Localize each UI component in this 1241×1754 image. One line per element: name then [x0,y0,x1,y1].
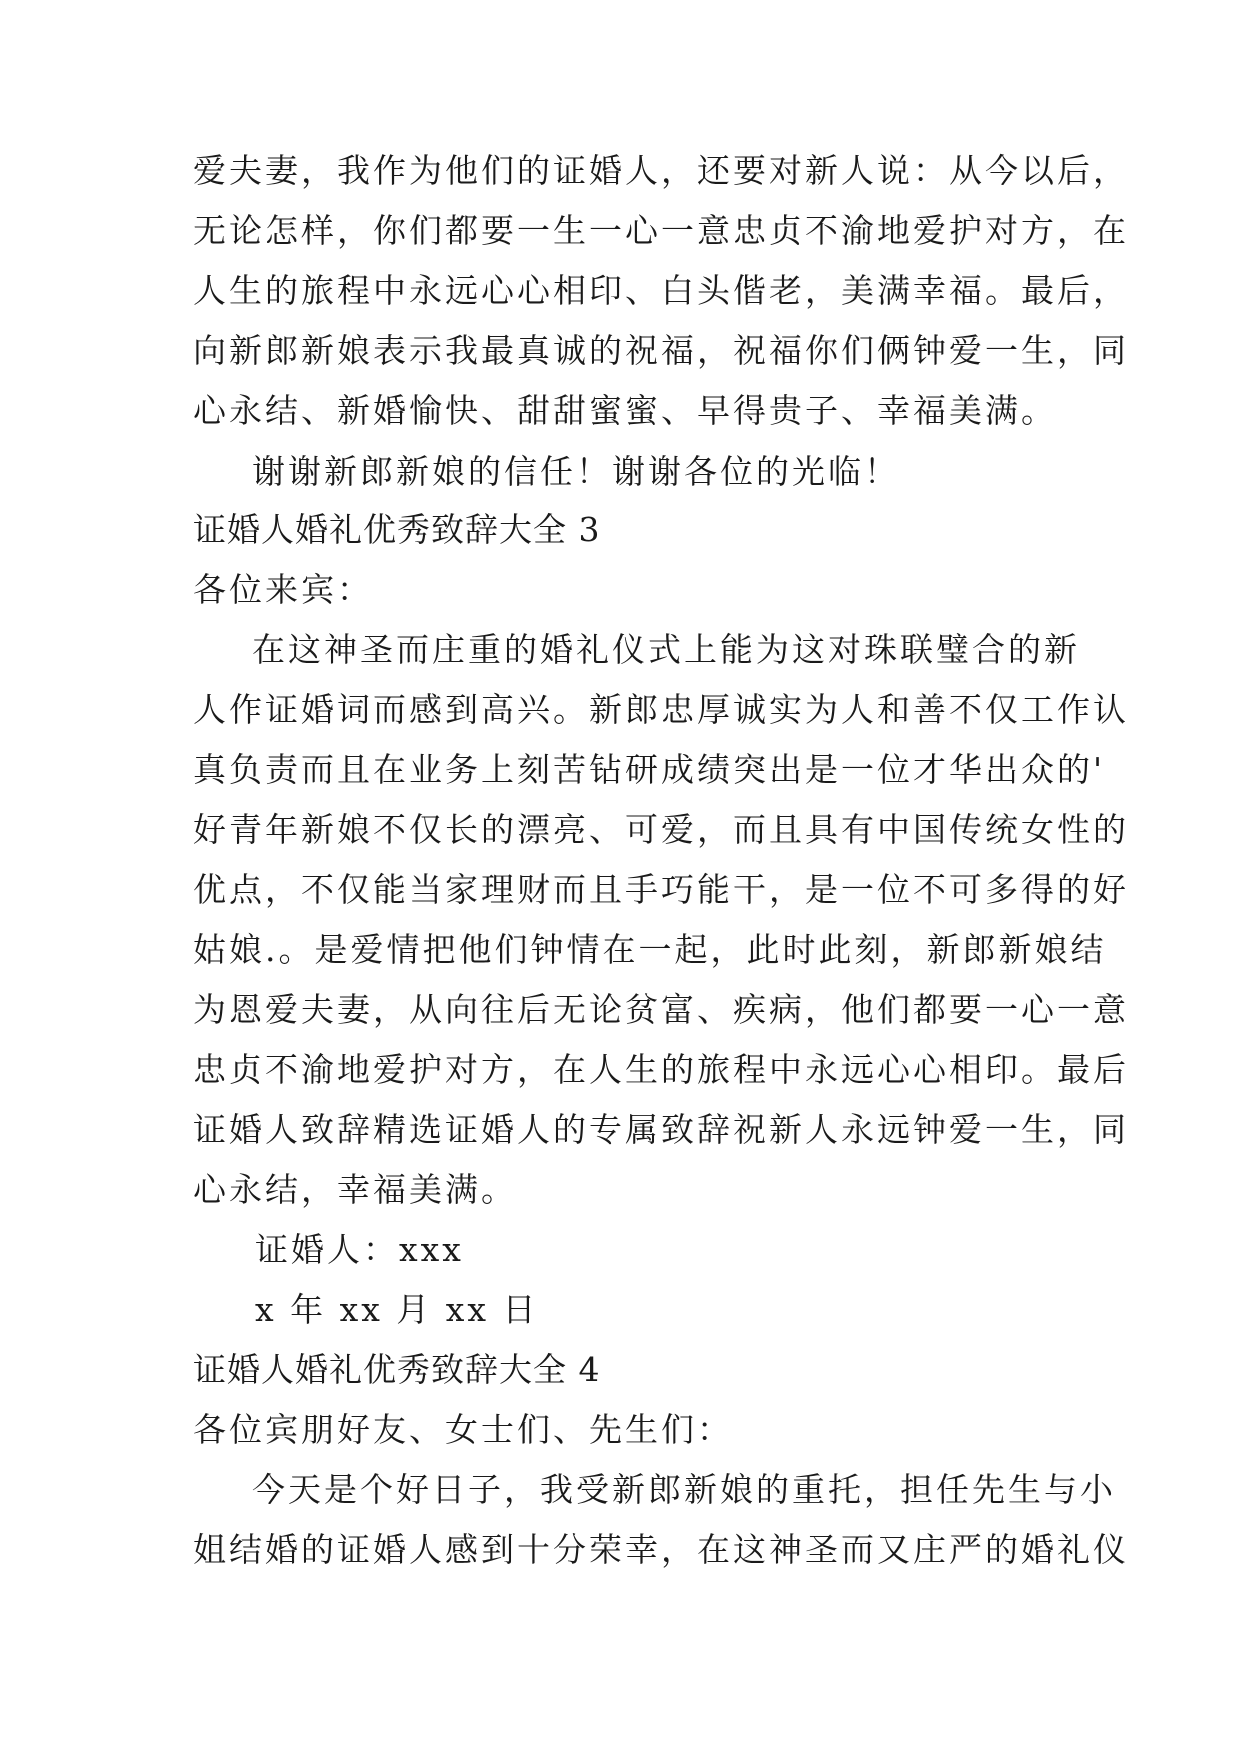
paragraph-line: 向新郎新娘表示我最真诚的祝福，祝福你们俩钟爱一生，同 [193,331,1129,370]
paragraph-line: 忠贞不渝地爱护对方，在人生的旅程中永远心心相印。最后 [193,1050,1129,1089]
paragraph-line: 人作证婚词而感到高兴。新郎忠厚诚实为人和善不仅工作认 [193,690,1129,729]
section-heading: 证婚人婚礼优秀致辞大全 4 [193,1350,601,1389]
salutation: 各位来宾： [193,570,373,609]
paragraph-line: 人生的旅程中永远心心相印、白头偕老，美满幸福。最后， [193,271,1129,310]
paragraph-line: 姐结婚的证婚人感到十分荣幸，在这神圣而又庄严的婚礼仪 [193,1530,1129,1569]
paragraph-line: 真负责而且在业务上刻苦钻研成绩突出是一位才华出众的' [193,750,1106,789]
signature-name: 证婚人：xxx [255,1230,464,1269]
thanks-line: 谢谢新郎新娘的信任！谢谢各位的光临！ [252,452,900,491]
salutation: 各位宾朋好友、女士们、先生们： [193,1410,733,1449]
paragraph-line: 好青年新娘不仅长的漂亮、可爱，而且具有中国传统女性的 [193,810,1129,849]
signature-date: x 年 xx 月 xx 日 [255,1290,539,1329]
paragraph-line: 优点，不仅能当家理财而且手巧能干，是一位不可多得的好 [193,870,1129,909]
paragraph-line: 心永结，幸福美满。 [193,1170,517,1209]
paragraph-line: 爱夫妻，我作为他们的证婚人，还要对新人说：从今以后， [193,151,1129,190]
section-heading: 证婚人婚礼优秀致辞大全 3 [193,510,601,549]
paragraph-line: 为恩爱夫妻，从向往后无论贫富、疾病，他们都要一心一意 [193,990,1129,1029]
paragraph-line: 今天是个好日子，我受新郎新娘的重托，担任先生与小 [252,1470,1116,1509]
paragraph-line: 无论怎样，你们都要一生一心一意忠贞不渝地爱护对方，在 [193,211,1129,250]
paragraph-line: 心永结、新婚愉快、甜甜蜜蜜、早得贵子、幸福美满。 [193,391,1057,430]
paragraph-line: 证婚人致辞精选证婚人的专属致辞祝新人永远钟爱一生，同 [193,1110,1129,1149]
paragraph-line: 在这神圣而庄重的婚礼仪式上能为这对珠联璧合的新 [252,630,1080,669]
paragraph-line: 姑娘.。是爱情把他们钟情在一起，此时此刻，新郎新娘结 [193,930,1107,969]
